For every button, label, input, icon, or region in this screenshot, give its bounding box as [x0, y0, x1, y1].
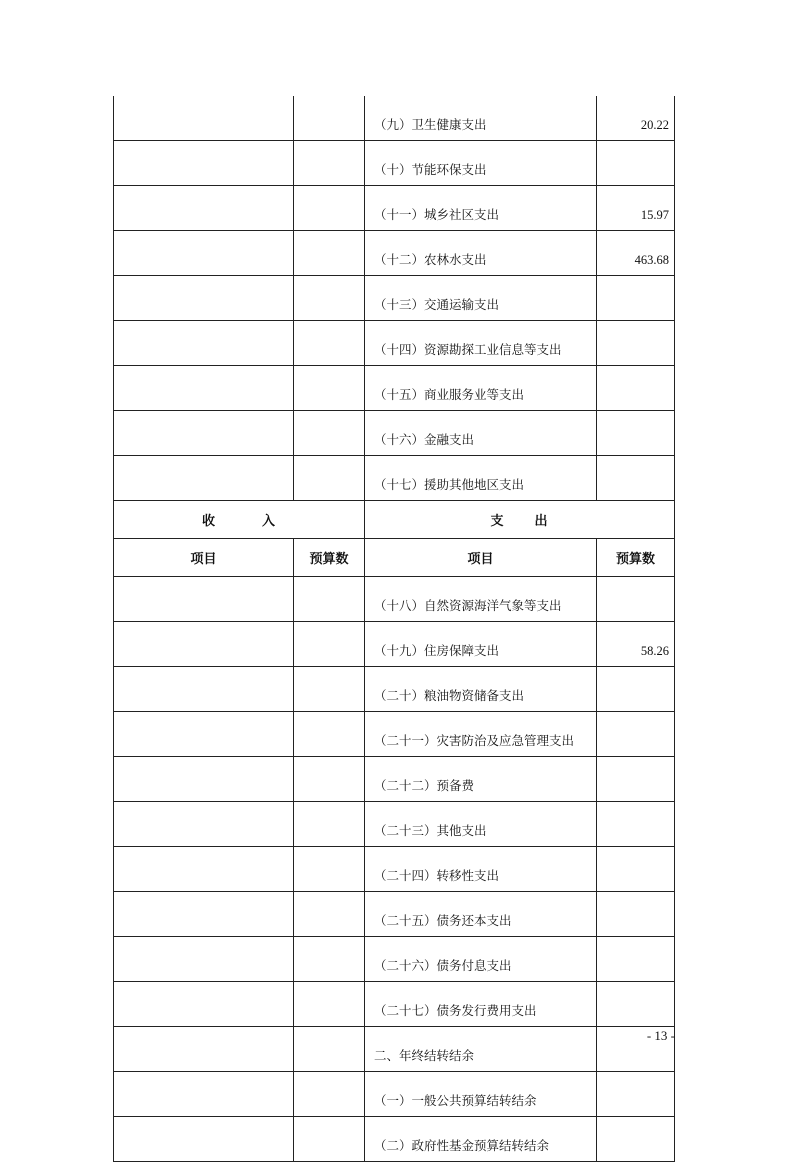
expense-item-cell: （十七）援助其他地区支出: [365, 456, 597, 501]
table-row: [114, 577, 675, 622]
income-amount-cell: [294, 937, 365, 982]
expense-amount-cell: [597, 847, 675, 892]
table-row: [114, 411, 675, 456]
income-amount-header: 预算数: [294, 539, 365, 577]
expense-amount-cell: [597, 456, 675, 501]
table-row: [114, 757, 675, 802]
table-row: [114, 802, 675, 847]
expense-amount-cell: [597, 141, 675, 186]
expense-amount-cell: [597, 1072, 675, 1117]
table-row: [114, 186, 675, 231]
income-item-cell: [114, 276, 294, 321]
expense-item-cell: （十三）交通运输支出: [365, 276, 597, 321]
income-amount-cell: [294, 1117, 365, 1162]
income-item-cell: [114, 1072, 294, 1117]
income-amount-cell: [294, 276, 365, 321]
income-item-cell: [114, 622, 294, 667]
income-item-cell: [114, 141, 294, 186]
income-amount-cell: [294, 712, 365, 757]
expense-item-header: 项目: [365, 539, 597, 577]
income-item-cell: [114, 982, 294, 1027]
income-item-cell: [114, 231, 294, 276]
income-item-cell: [114, 96, 294, 141]
table-bottom-rows: [114, 577, 675, 1162]
table-row: [114, 622, 675, 667]
expense-amount-cell: [597, 937, 675, 982]
income-amount-cell: [294, 366, 365, 411]
income-item-cell: [114, 667, 294, 712]
table-row: [114, 667, 675, 712]
table-row: [114, 96, 675, 141]
expense-item-cell: （十八）自然资源海洋气象等支出: [365, 577, 597, 622]
income-amount-cell: [294, 321, 365, 366]
table-row: [114, 982, 675, 1027]
income-amount-cell: [294, 456, 365, 501]
income-item-cell: [114, 321, 294, 366]
income-item-cell: [114, 757, 294, 802]
section-header-row: [114, 501, 675, 539]
table-row: [114, 456, 675, 501]
income-amount-cell: [294, 186, 365, 231]
income-amount-cell: [294, 141, 365, 186]
table-row: [114, 321, 675, 366]
expense-amount-cell: [597, 276, 675, 321]
income-amount-cell: [294, 1027, 365, 1072]
expense-item-cell: （十五）商业服务业等支出: [365, 366, 597, 411]
income-amount-cell: [294, 1072, 365, 1117]
table-row: [114, 141, 675, 186]
income-amount-cell: [294, 96, 365, 141]
income-item-cell: [114, 577, 294, 622]
income-item-cell: [114, 802, 294, 847]
expense-amount-cell: 463.68: [597, 231, 675, 276]
expense-item-cell: （二十一）灾害防治及应急管理支出: [365, 712, 597, 757]
expense-item-cell: （二十三）其他支出: [365, 802, 597, 847]
expense-amount-cell: [597, 712, 675, 757]
table-row: [114, 1117, 675, 1162]
income-amount-cell: [294, 622, 365, 667]
expense-amount-cell: [597, 411, 675, 456]
expense-item-cell: （二）政府性基金预算结转结余: [365, 1117, 597, 1162]
expense-item-cell: 二、年终结转结余: [365, 1027, 597, 1072]
expense-amount-cell: [597, 1117, 675, 1162]
expense-item-cell: （二十七）债务发行费用支出: [365, 982, 597, 1027]
income-amount-cell: [294, 667, 365, 712]
expense-amount-cell: 20.22: [597, 96, 675, 141]
expense-amount-cell: [597, 577, 675, 622]
expense-item-cell: （二十二）预备费: [365, 757, 597, 802]
table-row: [114, 937, 675, 982]
income-item-cell: [114, 712, 294, 757]
income-section-label: 收 入: [114, 501, 365, 539]
table-row: [114, 1072, 675, 1117]
table-row: [114, 231, 675, 276]
income-amount-cell: [294, 231, 365, 276]
income-item-cell: [114, 186, 294, 231]
income-amount-cell: [294, 982, 365, 1027]
income-amount-cell: [294, 757, 365, 802]
expense-amount-cell: 15.97: [597, 186, 675, 231]
expense-item-cell: （二十）粮油物资储备支出: [365, 667, 597, 712]
income-amount-cell: [294, 577, 365, 622]
expense-amount-cell: [597, 366, 675, 411]
table-row: [114, 366, 675, 411]
income-amount-cell: [294, 411, 365, 456]
table-section-header: [114, 501, 675, 577]
expense-item-cell: （十二）农林水支出: [365, 231, 597, 276]
income-item-cell: [114, 1027, 294, 1072]
expense-item-cell: （十九）住房保障支出: [365, 622, 597, 667]
income-item-header: 项目: [114, 539, 294, 577]
income-item-cell: [114, 456, 294, 501]
expense-item-cell: （十四）资源勘探工业信息等支出: [365, 321, 597, 366]
expense-item-cell: （十）节能环保支出: [365, 141, 597, 186]
page-number: - 13 -: [646, 1028, 675, 1043]
expense-item-cell: （二十四）转移性支出: [365, 847, 597, 892]
income-item-cell: [114, 847, 294, 892]
income-item-cell: [114, 1117, 294, 1162]
expense-amount-cell: 58.26: [597, 622, 675, 667]
expense-amount-cell: [597, 321, 675, 366]
income-item-cell: [114, 937, 294, 982]
expense-item-cell: （十一）城乡社区支出: [365, 186, 597, 231]
expense-item-cell: （二十五）债务还本支出: [365, 892, 597, 937]
expense-amount-cell: [597, 982, 675, 1027]
income-item-cell: [114, 411, 294, 456]
expense-amount-cell: [597, 757, 675, 802]
expense-amount-cell: [597, 667, 675, 712]
column-header-row: [114, 539, 675, 577]
table-row: [114, 712, 675, 757]
expense-amount-header: 预算数: [597, 539, 675, 577]
income-amount-cell: [294, 847, 365, 892]
income-amount-cell: [294, 892, 365, 937]
table-row: [114, 847, 675, 892]
expense-item-cell: （十六）金融支出: [365, 411, 597, 456]
budget-table: [113, 96, 675, 1162]
expense-item-cell: （一）一般公共预算结转结余: [365, 1072, 597, 1117]
table-row: [114, 1027, 675, 1072]
table-row: [114, 892, 675, 937]
income-item-cell: [114, 366, 294, 411]
expense-item-cell: （九）卫生健康支出: [365, 96, 597, 141]
expense-amount-cell: [597, 802, 675, 847]
expense-section-label: 支 出: [365, 501, 675, 539]
income-amount-cell: [294, 802, 365, 847]
income-item-cell: [114, 892, 294, 937]
expense-item-cell: （二十六）债务付息支出: [365, 937, 597, 982]
table-row: [114, 276, 675, 321]
expense-amount-cell: [597, 892, 675, 937]
table-top-rows: [114, 96, 675, 501]
